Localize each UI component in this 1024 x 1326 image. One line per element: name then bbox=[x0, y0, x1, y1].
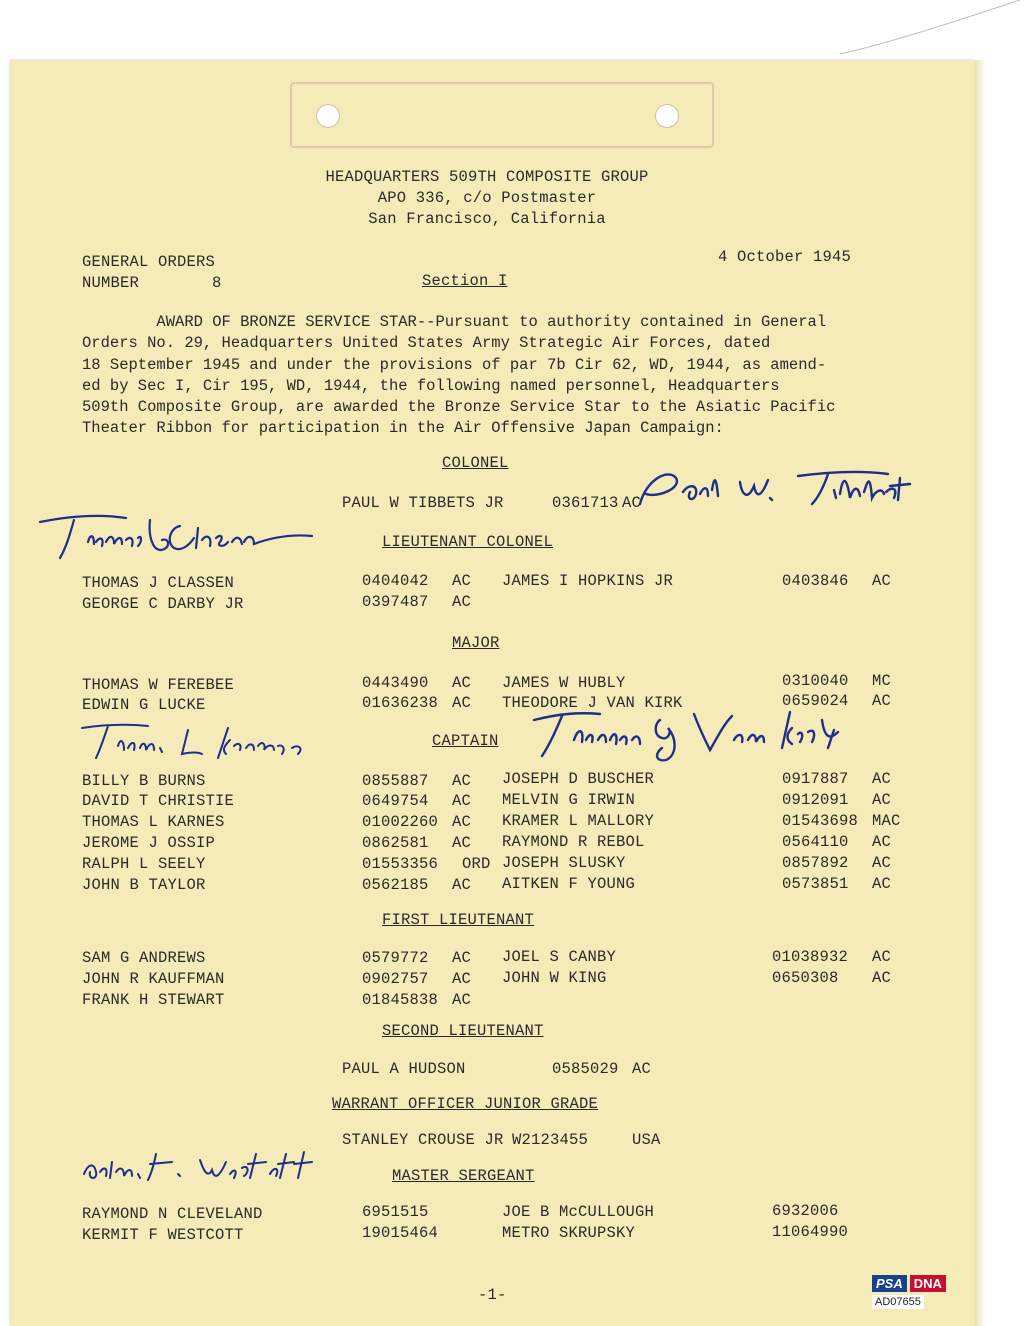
personnel-name: JAMES I HOPKINS JR bbox=[502, 572, 674, 590]
orders-number: 8 bbox=[212, 274, 222, 292]
personnel-name: RALPH L SEELY bbox=[82, 855, 206, 873]
personnel-name: THOMAS W FEREBEE bbox=[82, 676, 235, 694]
body-line: 18 September 1945 and under the provisions of par 7b Cir 62, WD, 1944, as amend- bbox=[82, 355, 827, 374]
personnel-name: THEODORE J VAN KIRK bbox=[502, 694, 683, 712]
personnel-name: FRANK H STEWART bbox=[82, 991, 225, 1009]
personnel-branch: AC bbox=[452, 572, 472, 590]
personnel-name: EDWIN G LUCKE bbox=[82, 696, 206, 714]
personnel-name: JAMES W HUBLY bbox=[502, 674, 626, 692]
authentication-code: AD07655 bbox=[872, 1295, 924, 1309]
personnel-serial: 0562185 bbox=[362, 876, 429, 894]
signature-vankirk bbox=[528, 700, 868, 770]
rank-heading-master-sgt: MASTER SERGEANT bbox=[392, 1167, 535, 1185]
personnel-name: JOHN B TAYLOR bbox=[82, 876, 206, 894]
signature-westcott bbox=[80, 1140, 330, 1190]
personnel-branch: MC bbox=[872, 672, 892, 690]
personnel-branch: AC bbox=[622, 494, 642, 512]
personnel-branch: AC bbox=[632, 1060, 652, 1078]
header-line-3: San Francisco, California bbox=[368, 210, 606, 228]
personnel-name: SAM G ANDREWS bbox=[82, 949, 206, 967]
personnel-serial: 0857892 bbox=[782, 854, 849, 872]
personnel-name: THOMAS J CLASSEN bbox=[82, 574, 235, 592]
rank-heading-lt-colonel: LIEUTENANT COLONEL bbox=[382, 533, 554, 551]
section-title: Section I bbox=[422, 272, 508, 290]
personnel-serial: 0917887 bbox=[782, 770, 849, 788]
personnel-branch: AC bbox=[452, 694, 472, 712]
personnel-branch: AC bbox=[872, 969, 892, 987]
rank-heading-colonel: COLONEL bbox=[442, 454, 509, 472]
personnel-serial: 0404042 bbox=[362, 572, 429, 590]
personnel-serial: 0361713 bbox=[552, 494, 619, 512]
personnel-name: THOMAS L KARNES bbox=[82, 813, 225, 831]
rank-heading-second-lt: SECOND LIEUTENANT bbox=[382, 1022, 544, 1040]
personnel-serial: 0310040 bbox=[782, 672, 849, 690]
rank-heading-captain: CAPTAIN bbox=[432, 732, 499, 750]
personnel-name: JOEL S CANBY bbox=[502, 948, 617, 966]
personnel-serial: 01553356 bbox=[362, 855, 439, 873]
personnel-name: AITKEN F YOUNG bbox=[502, 875, 636, 893]
personnel-branch: AC bbox=[452, 813, 472, 831]
body-line: AWARD OF BRONZE SERVICE STAR--Pursuant to authority contained in General bbox=[82, 313, 827, 331]
header-line-1: HEADQUARTERS 509TH COMPOSITE GROUP bbox=[325, 168, 649, 186]
personnel-serial: 0912091 bbox=[782, 791, 849, 809]
signature-karnes bbox=[78, 718, 338, 768]
personnel-branch: AC bbox=[452, 876, 472, 894]
orders-date: 4 October 1945 bbox=[718, 248, 852, 266]
personnel-name: GEORGE C DARBY JR bbox=[82, 595, 244, 613]
personnel-name: JEROME J OSSIP bbox=[82, 834, 216, 852]
personnel-serial: 0862581 bbox=[362, 834, 429, 852]
personnel-name: JOSEPH SLUSKY bbox=[502, 854, 626, 872]
award-paragraph bbox=[82, 312, 882, 440]
personnel-name: KRAMER L MALLORY bbox=[502, 812, 655, 830]
personnel-serial: 6932006 bbox=[772, 1202, 839, 1220]
personnel-branch: AC bbox=[872, 875, 892, 893]
rank-heading-first-lt: FIRST LIEUTENANT bbox=[382, 911, 535, 929]
personnel-serial: 0649754 bbox=[362, 792, 429, 810]
body-line: ed by Sec I, Cir 195, WD, 1944, the following named personnel, Headquarters bbox=[82, 376, 780, 395]
personnel-serial: 0902757 bbox=[362, 970, 429, 988]
personnel-serial: 0443490 bbox=[362, 674, 429, 692]
personnel-serial: 0585029 bbox=[552, 1060, 619, 1078]
personnel-name: JOSEPH D BUSCHER bbox=[502, 770, 655, 788]
personnel-branch: AC bbox=[872, 770, 892, 788]
personnel-name: MELVIN G IRWIN bbox=[502, 791, 636, 809]
personnel-serial: 0403846 bbox=[782, 572, 849, 590]
personnel-branch: AC bbox=[872, 692, 892, 710]
personnel-name: RAYMOND R REBOL bbox=[502, 833, 645, 851]
binder-tab-outline bbox=[290, 82, 714, 148]
psa-dna-logo bbox=[872, 1275, 972, 1292]
psa-logo: PSA bbox=[872, 1275, 907, 1292]
personnel-serial: 19015464 bbox=[362, 1224, 439, 1242]
personnel-branch: AC bbox=[452, 991, 472, 1009]
dna-logo: DNA bbox=[910, 1275, 946, 1292]
personnel-serial: 0855887 bbox=[362, 772, 429, 790]
personnel-branch: MAC bbox=[872, 812, 901, 830]
personnel-serial: 0397487 bbox=[362, 593, 429, 611]
personnel-branch: AC bbox=[452, 970, 472, 988]
page-number: -1- bbox=[478, 1286, 507, 1304]
personnel-serial: W2123455 bbox=[512, 1131, 589, 1149]
personnel-branch: ORD bbox=[462, 855, 491, 873]
personnel-branch: USA bbox=[632, 1131, 661, 1149]
personnel-branch: AC bbox=[452, 674, 472, 692]
corner-curve bbox=[840, 0, 1020, 55]
personnel-serial: 11064990 bbox=[772, 1223, 849, 1241]
personnel-name: DAVID T CHRISTIE bbox=[82, 792, 235, 810]
personnel-serial: 01636238 bbox=[362, 694, 439, 712]
personnel-serial: 6951515 bbox=[362, 1203, 429, 1221]
signature-classen bbox=[30, 508, 320, 568]
personnel-serial: 01845838 bbox=[362, 991, 439, 1009]
personnel-name: RAYMOND N CLEVELAND bbox=[82, 1205, 263, 1223]
personnel-branch: AC bbox=[452, 772, 472, 790]
personnel-branch: AC bbox=[452, 949, 472, 967]
personnel-serial: 0579772 bbox=[362, 949, 429, 967]
orders-label-2: NUMBER bbox=[82, 274, 140, 292]
personnel-branch: AC bbox=[452, 593, 472, 611]
orders-label-1: GENERAL ORDERS bbox=[82, 253, 216, 271]
personnel-name: PAUL W TIBBETS JR bbox=[342, 494, 504, 512]
personnel-branch: AC bbox=[872, 948, 892, 966]
punch-hole-left bbox=[316, 104, 340, 128]
punch-hole-right bbox=[655, 104, 679, 128]
personnel-name: PAUL A HUDSON bbox=[342, 1060, 466, 1078]
personnel-branch: AC bbox=[872, 833, 892, 851]
personnel-name: STANLEY CROUSE JR bbox=[342, 1131, 504, 1149]
personnel-serial: 01038932 bbox=[772, 948, 849, 966]
personnel-serial: 0659024 bbox=[782, 692, 849, 710]
rank-heading-major: MAJOR bbox=[452, 634, 500, 652]
personnel-branch: AC bbox=[872, 854, 892, 872]
personnel-serial: 01002260 bbox=[362, 813, 439, 831]
body-line: 509th Composite Group, are awarded the Bronze Service Star to the Asiatic Pacific bbox=[82, 398, 836, 417]
personnel-branch: AC bbox=[452, 834, 472, 852]
rank-heading-warrant: WARRANT OFFICER JUNIOR GRADE bbox=[332, 1095, 599, 1113]
header-line-2: APO 336, c/o Postmaster bbox=[377, 189, 597, 207]
authentication-sticker bbox=[872, 1275, 972, 1310]
personnel-serial: 0650308 bbox=[772, 969, 839, 987]
personnel-branch: AC bbox=[452, 792, 472, 810]
personnel-serial: 0573851 bbox=[782, 875, 849, 893]
personnel-branch: AC bbox=[872, 572, 892, 590]
personnel-name: KERMIT F WESTCOTT bbox=[82, 1226, 244, 1244]
personnel-name: BILLY B BURNS bbox=[82, 772, 206, 790]
personnel-name: JOHN R KAUFFMAN bbox=[82, 970, 225, 988]
personnel-name: JOHN W KING bbox=[502, 969, 607, 987]
body-line: Theater Ribbon for participation in the Air Offensive Japan Campaign: bbox=[82, 419, 724, 438]
personnel-serial: 01543698 bbox=[782, 812, 859, 830]
signature-tibbets bbox=[628, 460, 928, 520]
body-line: Orders No. 29, Headquarters United States Army Strategic Air Forces, dated bbox=[82, 334, 771, 353]
personnel-branch: AC bbox=[872, 791, 892, 809]
personnel-name: METRO SKRUPSKY bbox=[502, 1224, 636, 1242]
personnel-serial: 0564110 bbox=[782, 833, 849, 851]
personnel-name: JOE B McCULLOUGH bbox=[502, 1203, 655, 1221]
